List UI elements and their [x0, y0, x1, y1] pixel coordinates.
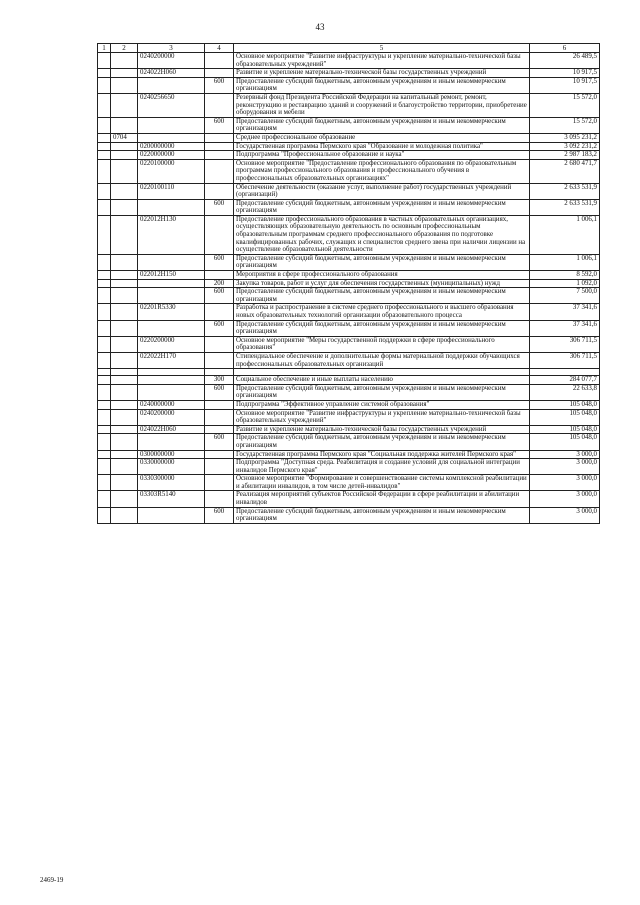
cell-col-1: [98, 69, 111, 78]
table-row: [98, 271, 600, 280]
table-row: [98, 254, 600, 270]
target-article-code: 024022Н060: [138, 425, 205, 434]
item-description: Предоставление субсидий бюджетным, автономным учреждениям и иным некоммерческим организациям: [234, 434, 530, 450]
cell-col-1: [98, 475, 111, 491]
table-row: [98, 507, 600, 523]
table-row: [98, 376, 600, 385]
target-article-code: 0300000000: [138, 450, 205, 459]
target-article-code: [138, 117, 205, 133]
target-article-code: 024022Н060: [138, 69, 205, 78]
table-row: [98, 320, 600, 336]
footer-code: 2469-19: [40, 876, 64, 884]
amount-value: 3 000,0: [530, 459, 600, 475]
amount-value: 26 489,5: [530, 53, 600, 69]
section-code: [111, 475, 138, 491]
section-code: [111, 425, 138, 434]
item-description: Предоставление субсидий бюджетным, автономным учреждениям и иным некоммерческим организациям: [234, 288, 530, 304]
amount-value: 3 095 231,2: [530, 133, 600, 142]
section-code: [111, 142, 138, 151]
target-article-code: 0200000000: [138, 142, 205, 151]
table-row: [98, 69, 600, 78]
target-article-code: [138, 376, 205, 385]
expense-type-code: 300: [205, 376, 234, 385]
section-code: 0704: [111, 133, 138, 142]
cell-col-1: [98, 400, 111, 409]
target-article-code: 0330000000: [138, 459, 205, 475]
cell-col-1: [98, 93, 111, 117]
item-description: Предоставление субсидий бюджетным, автономным учреждениям и иным некоммерческим организациям: [234, 199, 530, 215]
target-article-code: 0240256650: [138, 93, 205, 117]
cell-col-1: [98, 507, 111, 523]
item-description: Социальное обеспечение и иные выплаты населению: [234, 376, 530, 385]
item-description: Подпрограмма "Доступная среда. Реабилитация и создание условий для социальной интеграции инвалидов Пермского края": [234, 459, 530, 475]
section-code: [111, 409, 138, 425]
expense-type-code: 600: [205, 320, 234, 336]
table-row: [98, 288, 600, 304]
section-code: [111, 304, 138, 320]
expense-type-code: 600: [205, 117, 234, 133]
expense-type-code: [205, 491, 234, 507]
section-code: [111, 400, 138, 409]
table-row: [98, 384, 600, 400]
item-description: Развитие и укрепление материально-технической базы государственных учреждений: [234, 425, 530, 434]
expense-type-code: [205, 409, 234, 425]
expense-type-code: [205, 151, 234, 160]
table-row: [98, 117, 600, 133]
table-row: [98, 352, 600, 368]
cell-col-1: [98, 409, 111, 425]
item-description: Резервный фонд Президента Российской Федерации на капитальный ремонт, ремонт, реконструкцию и реставрацию зданий и сооружений и благоустройство территории, приобретение оборудования и мебели: [234, 93, 530, 117]
amount-value: 1 006,1: [530, 215, 600, 254]
cell-col-1: [98, 117, 111, 133]
table-row: [98, 53, 600, 69]
table-row: [98, 459, 600, 475]
section-code: [111, 69, 138, 78]
amount-value: 3 000,0: [530, 491, 600, 507]
table-row: [98, 475, 600, 491]
item-description: Государственная программа Пермского края "Социальная поддержка жителей Пермского края": [234, 450, 530, 459]
target-article-code: 0220200000: [138, 336, 205, 352]
expense-type-code: [205, 400, 234, 409]
amount-value: 1 006,1: [530, 254, 600, 270]
item-description: Предоставление субсидий бюджетным, автономным учреждениям и иным некоммерческим организациям: [234, 320, 530, 336]
amount-value: 10 917,5: [530, 69, 600, 78]
target-article-code: [138, 384, 205, 400]
section-code: [111, 93, 138, 117]
section-code: [111, 352, 138, 368]
amount-value: 105 048,0: [530, 425, 600, 434]
column-header-2: 2: [111, 44, 138, 53]
cell-col-1: [98, 352, 111, 368]
section-code: [111, 199, 138, 215]
target-article-code: 03303R5140: [138, 491, 205, 507]
amount-value: 105 048,0: [530, 434, 600, 450]
expense-type-code: 600: [205, 288, 234, 304]
table-row: [98, 159, 600, 183]
cell-col-1: [98, 434, 111, 450]
target-article-code: [138, 288, 205, 304]
item-description: Среднее профессиональное образование: [234, 133, 530, 142]
target-article-code: 0220100000: [138, 159, 205, 183]
table-row: [98, 279, 600, 288]
expense-type-code: 600: [205, 384, 234, 400]
item-description: Развитие и укрепление материально-технической базы государственных учреждений: [234, 69, 530, 78]
section-code: [111, 279, 138, 288]
cell-col-1: [98, 288, 111, 304]
item-description: [234, 369, 530, 376]
section-code: [111, 183, 138, 199]
table-row: [98, 450, 600, 459]
amount-value: 1 092,0: [530, 279, 600, 288]
cell-col-1: [98, 376, 111, 385]
table-row: [98, 434, 600, 450]
expense-type-code: 600: [205, 434, 234, 450]
section-code: [111, 336, 138, 352]
amount-value: 3 000,0: [530, 450, 600, 459]
cell-col-1: [98, 279, 111, 288]
section-code: [111, 53, 138, 69]
cell-col-1: [98, 491, 111, 507]
expense-type-code: [205, 336, 234, 352]
cell-col-1: [98, 336, 111, 352]
item-description: Предоставление профессионального образования в частных образовательных организациях, осуществляющих образовательную деятельность по основным профессиональным образовательным программам среднего профессионального образования по подготовке квалифицированных рабочих, служащих и специалистов среднего звена при наличии лицензии на осуществление образовательной деятельности: [234, 215, 530, 254]
section-code: [111, 159, 138, 183]
amount-value: 37 341,6: [530, 320, 600, 336]
target-article-code: [138, 199, 205, 215]
amount-value: 10 917,5: [530, 77, 600, 93]
expense-type-code: 600: [205, 507, 234, 523]
section-code: [111, 288, 138, 304]
item-description: Основное мероприятие "Меры государственной поддержки в сфере профессионального образования": [234, 336, 530, 352]
expense-type-code: [205, 271, 234, 280]
item-description: Обеспечение деятельности (оказание услуг, выполнение работ) государственных учреждений (организаций): [234, 183, 530, 199]
amount-value: 3 092 231,2: [530, 142, 600, 151]
item-description: Основное мероприятие "Развитие инфраструктуры и укрепление материально-технической базы образовательных учреждений": [234, 53, 530, 69]
section-code: [111, 450, 138, 459]
target-article-code: [138, 254, 205, 270]
item-description: Основное мероприятие "Предоставление профессионального образования по образовательным программам профессионального образования и профессионального обучения в профессиональных образовательных организациях": [234, 159, 530, 183]
amount-value: 2 987 183,2: [530, 151, 600, 160]
item-description: Стипендиальное обеспечение и дополнительные формы материальной поддержки обучающихся профессиональных образовательных организаций: [234, 352, 530, 368]
table-row: [98, 199, 600, 215]
target-article-code: 0330300000: [138, 475, 205, 491]
cell-col-1: [98, 77, 111, 93]
expense-type-code: 200: [205, 279, 234, 288]
cell-col-1: [98, 159, 111, 183]
amount-value: 306 711,5: [530, 336, 600, 352]
item-description: Реализация мероприятий субъектов Российской Федерации в сфере реабилитации и абилитации инвалидов: [234, 491, 530, 507]
target-article-code: 0240200000: [138, 53, 205, 69]
table-row: [98, 142, 600, 151]
item-description: Мероприятия в сфере профессионального образования: [234, 271, 530, 280]
cell-col-1: [98, 199, 111, 215]
expense-type-code: 600: [205, 254, 234, 270]
page-number: 43: [315, 22, 325, 32]
target-article-code: 0220000000: [138, 151, 205, 160]
table-row: [98, 336, 600, 352]
cell-col-1: [98, 183, 111, 199]
expense-type-code: [205, 475, 234, 491]
item-description: Основное мероприятие "Формирование и совершенствование системы комплексной реабилитации и абилитации инвалидов, в том числе детей-инвалидов": [234, 475, 530, 491]
section-code: [111, 254, 138, 270]
amount-value: 22 633,8: [530, 384, 600, 400]
target-article-code: [138, 77, 205, 93]
cell-col-1: [98, 384, 111, 400]
section-code: [111, 434, 138, 450]
column-header-5: 5: [234, 44, 530, 53]
table-row: [98, 93, 600, 117]
expense-type-code: [205, 215, 234, 254]
table-row: [98, 425, 600, 434]
section-code: [111, 507, 138, 523]
amount-value: 37 341,6: [530, 304, 600, 320]
cell-col-1: [98, 320, 111, 336]
target-article-code: 022012Н130: [138, 215, 205, 254]
expense-type-code: 600: [205, 199, 234, 215]
section-code: [111, 459, 138, 475]
column-header-3: 3: [138, 44, 205, 53]
amount-value: 2 633 531,9: [530, 199, 600, 215]
target-article-code: 02201R5330: [138, 304, 205, 320]
table-row: [98, 400, 600, 409]
item-description: Государственная программа Пермского края "Образование и молодежная политика": [234, 142, 530, 151]
table-row: [98, 304, 600, 320]
table-header-row: [98, 44, 600, 53]
section-code: [111, 369, 138, 376]
column-header-4: 4: [205, 44, 234, 53]
cell-col-1: [98, 369, 111, 376]
item-description: Предоставление субсидий бюджетным, автономным учреждениям и иным некоммерческим организациям: [234, 384, 530, 400]
amount-value: 15 572,0: [530, 117, 600, 133]
item-description: Подпрограмма "Эффективное управление системой образования": [234, 400, 530, 409]
item-description: Подпрограмма "Профессиональное образование и наука": [234, 151, 530, 160]
amount-value: 2 680 471,7: [530, 159, 600, 183]
cell-col-1: [98, 271, 111, 280]
section-code: [111, 117, 138, 133]
amount-value: 306 711,5: [530, 352, 600, 368]
target-article-code: 0240000000: [138, 400, 205, 409]
table-row: [98, 369, 600, 376]
target-article-code: 022012Н150: [138, 271, 205, 280]
amount-value: 7 500,0: [530, 288, 600, 304]
amount-value: [530, 369, 600, 376]
table-row: [98, 133, 600, 142]
cell-col-1: [98, 450, 111, 459]
amount-value: 3 000,0: [530, 507, 600, 523]
table-body: [98, 53, 600, 524]
cell-col-1: [98, 215, 111, 254]
amount-value: 2 633 531,9: [530, 183, 600, 199]
target-article-code: [138, 133, 205, 142]
table-row: [98, 183, 600, 199]
section-code: [111, 384, 138, 400]
item-description: Разработка и распространение в системе среднего профессионального и высшего образования новых образовательных технологий организации образовательного процесса: [234, 304, 530, 320]
expense-type-code: [205, 53, 234, 69]
cell-col-1: [98, 133, 111, 142]
cell-col-1: [98, 304, 111, 320]
section-code: [111, 271, 138, 280]
expense-type-code: [205, 142, 234, 151]
expense-type-code: [205, 304, 234, 320]
item-description: Закупка товаров, работ и услуг для обеспечения государственных (муниципальных) нужд: [234, 279, 530, 288]
item-description: Основное мероприятие "Развитие инфраструктуры и укрепление материально-технической базы образовательных учреждений": [234, 409, 530, 425]
expense-type-code: [205, 352, 234, 368]
expense-type-code: [205, 183, 234, 199]
item-description: Предоставление субсидий бюджетным, автономным учреждениям и иным некоммерческим организациям: [234, 117, 530, 133]
section-code: [111, 491, 138, 507]
target-article-code: [138, 320, 205, 336]
cell-col-1: [98, 459, 111, 475]
section-code: [111, 77, 138, 93]
expense-type-code: [205, 459, 234, 475]
section-code: [111, 151, 138, 160]
cell-col-1: [98, 142, 111, 151]
cell-col-1: [98, 425, 111, 434]
section-code: [111, 215, 138, 254]
item-description: Предоставление субсидий бюджетным, автономным учреждениям и иным некоммерческим организациям: [234, 507, 530, 523]
table-row: [98, 151, 600, 160]
target-article-code: 0220100110: [138, 183, 205, 199]
cell-col-1: [98, 151, 111, 160]
amount-value: 105 048,0: [530, 400, 600, 409]
target-article-code: 022022Н170: [138, 352, 205, 368]
expense-type-code: 600: [205, 77, 234, 93]
expense-type-code: [205, 69, 234, 78]
item-description: Предоставление субсидий бюджетным, автономным учреждениям и иным некоммерческим организациям: [234, 77, 530, 93]
table-row: [98, 77, 600, 93]
section-code: [111, 320, 138, 336]
target-article-code: [138, 507, 205, 523]
cell-col-1: [98, 53, 111, 69]
expense-type-code: [205, 133, 234, 142]
cell-col-1: [98, 254, 111, 270]
expense-type-code: [205, 425, 234, 434]
target-article-code: [138, 279, 205, 288]
expense-type-code: [205, 450, 234, 459]
amount-value: 284 077,7: [530, 376, 600, 385]
amount-value: 3 000,0: [530, 475, 600, 491]
section-code: [111, 376, 138, 385]
target-article-code: [138, 369, 205, 376]
table-row: [98, 491, 600, 507]
column-header-6: 6: [530, 44, 600, 53]
budget-table: [97, 43, 600, 524]
item-description: Предоставление субсидий бюджетным, автономным учреждениям и иным некоммерческим организациям: [234, 254, 530, 270]
target-article-code: 0240200000: [138, 409, 205, 425]
table-row: [98, 409, 600, 425]
amount-value: 15 572,0: [530, 93, 600, 117]
column-header-1: 1: [98, 44, 111, 53]
expense-type-code: [205, 369, 234, 376]
amount-value: 105 048,0: [530, 409, 600, 425]
table-row: [98, 215, 600, 254]
expense-type-code: [205, 159, 234, 183]
amount-value: 8 592,0: [530, 271, 600, 280]
target-article-code: [138, 434, 205, 450]
expense-type-code: [205, 93, 234, 117]
